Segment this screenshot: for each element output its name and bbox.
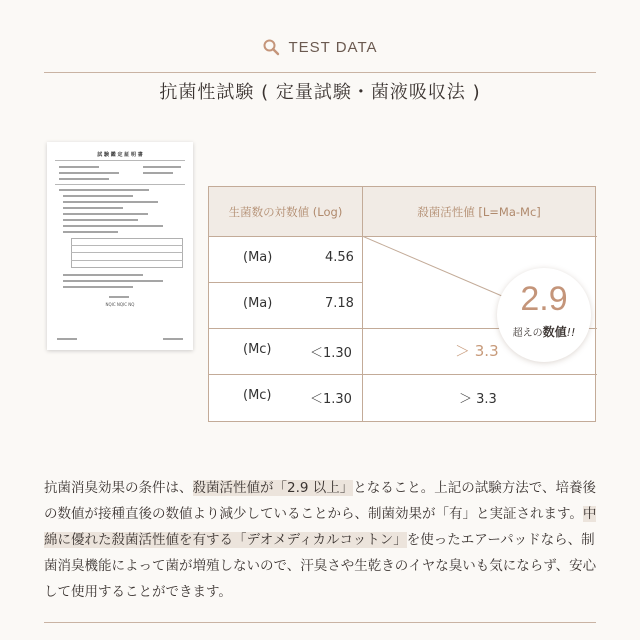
row-result: ＞ 3.3 [459, 392, 497, 407]
page-title: 抗菌性試験 ( 定量試験・菌液吸収法 ) [159, 82, 481, 103]
certificate-text [63, 219, 138, 221]
top-divider [44, 72, 596, 73]
certificate-document [47, 142, 193, 350]
certificate-text [57, 338, 77, 340]
paragraph-text: を使ったエアーパッドなら、制菌消臭機能によって菌が増殖しないので、汗臭さや生乾きのイヤな臭いも気にならず、安心して使用することができます。 [44, 532, 597, 600]
row-divider [209, 374, 597, 375]
row-label: (Mc) [243, 388, 272, 403]
certificate-text [63, 195, 133, 197]
badge-caption-part: !! [566, 326, 576, 339]
certificate-table [71, 238, 183, 268]
bottom-divider [44, 622, 596, 623]
section-label: TEST DATA [288, 38, 378, 56]
certificate-text [143, 166, 181, 168]
column-header-activity: 殺菌活性値 [L=Ma-Mc] [417, 204, 541, 219]
description-paragraph [44, 475, 600, 605]
badge-caption-part: 超えの [512, 328, 543, 339]
certificate-text [163, 338, 183, 340]
row-value: 4.56 [325, 250, 354, 265]
row-divider [209, 282, 362, 283]
certificate-line [55, 160, 185, 161]
row-label: (Ma) [243, 250, 273, 265]
paragraph-text: となること。上記の試験方法で、培養後の数値が接種直後の数値より減少していることから、制菌効果が「有」と実証されます。 [44, 480, 596, 522]
badge-caption [497, 323, 591, 340]
certificate-line [71, 245, 183, 246]
certificate-text [63, 207, 123, 209]
certificate-text [143, 172, 173, 174]
badge-value: 2.9 [520, 280, 568, 318]
certificate-text [63, 201, 158, 203]
row-result: ＞ 3.3 [455, 342, 499, 360]
certificate-text [109, 296, 129, 298]
certificate-text [63, 231, 118, 233]
certificate-line [71, 252, 183, 253]
paragraph-text: 抗菌消臭効果の条件は、 [44, 480, 193, 496]
column-header-log: 生菌数の対数値 (Log) [228, 204, 343, 219]
certificate-stamp: NQIC NQIC NQ [105, 302, 135, 307]
certificate-text [59, 189, 149, 191]
paragraph-highlight: 中綿に優れた殺菌活性値を有する「デオメディカルコットン」 [44, 506, 597, 548]
paragraph-highlight: 殺菌活性値が「2.9 以上」 [192, 480, 354, 496]
certificate-text [63, 274, 143, 276]
badge-circle [497, 268, 591, 362]
search-icon [262, 38, 280, 56]
badge-caption-part: 数値 [542, 325, 567, 339]
certificate-text [59, 178, 109, 180]
row-label: (Mc) [243, 342, 272, 357]
certificate-text [59, 166, 99, 168]
row-label: (Ma) [243, 296, 273, 311]
row-value: ＜1.30 [310, 392, 352, 407]
certificate-title: 試 験 鑑 定 証 明 書 [97, 152, 143, 158]
section-header [0, 38, 640, 56]
certificate-line [55, 184, 185, 185]
certificate-line [71, 260, 183, 261]
certificate-text [59, 172, 119, 174]
certificate-text [63, 225, 163, 227]
certificate-text [63, 286, 133, 288]
row-value: ＜1.30 [310, 346, 352, 361]
certificate-text [63, 213, 148, 215]
row-value: 7.18 [325, 296, 354, 311]
certificate-text [63, 280, 163, 282]
